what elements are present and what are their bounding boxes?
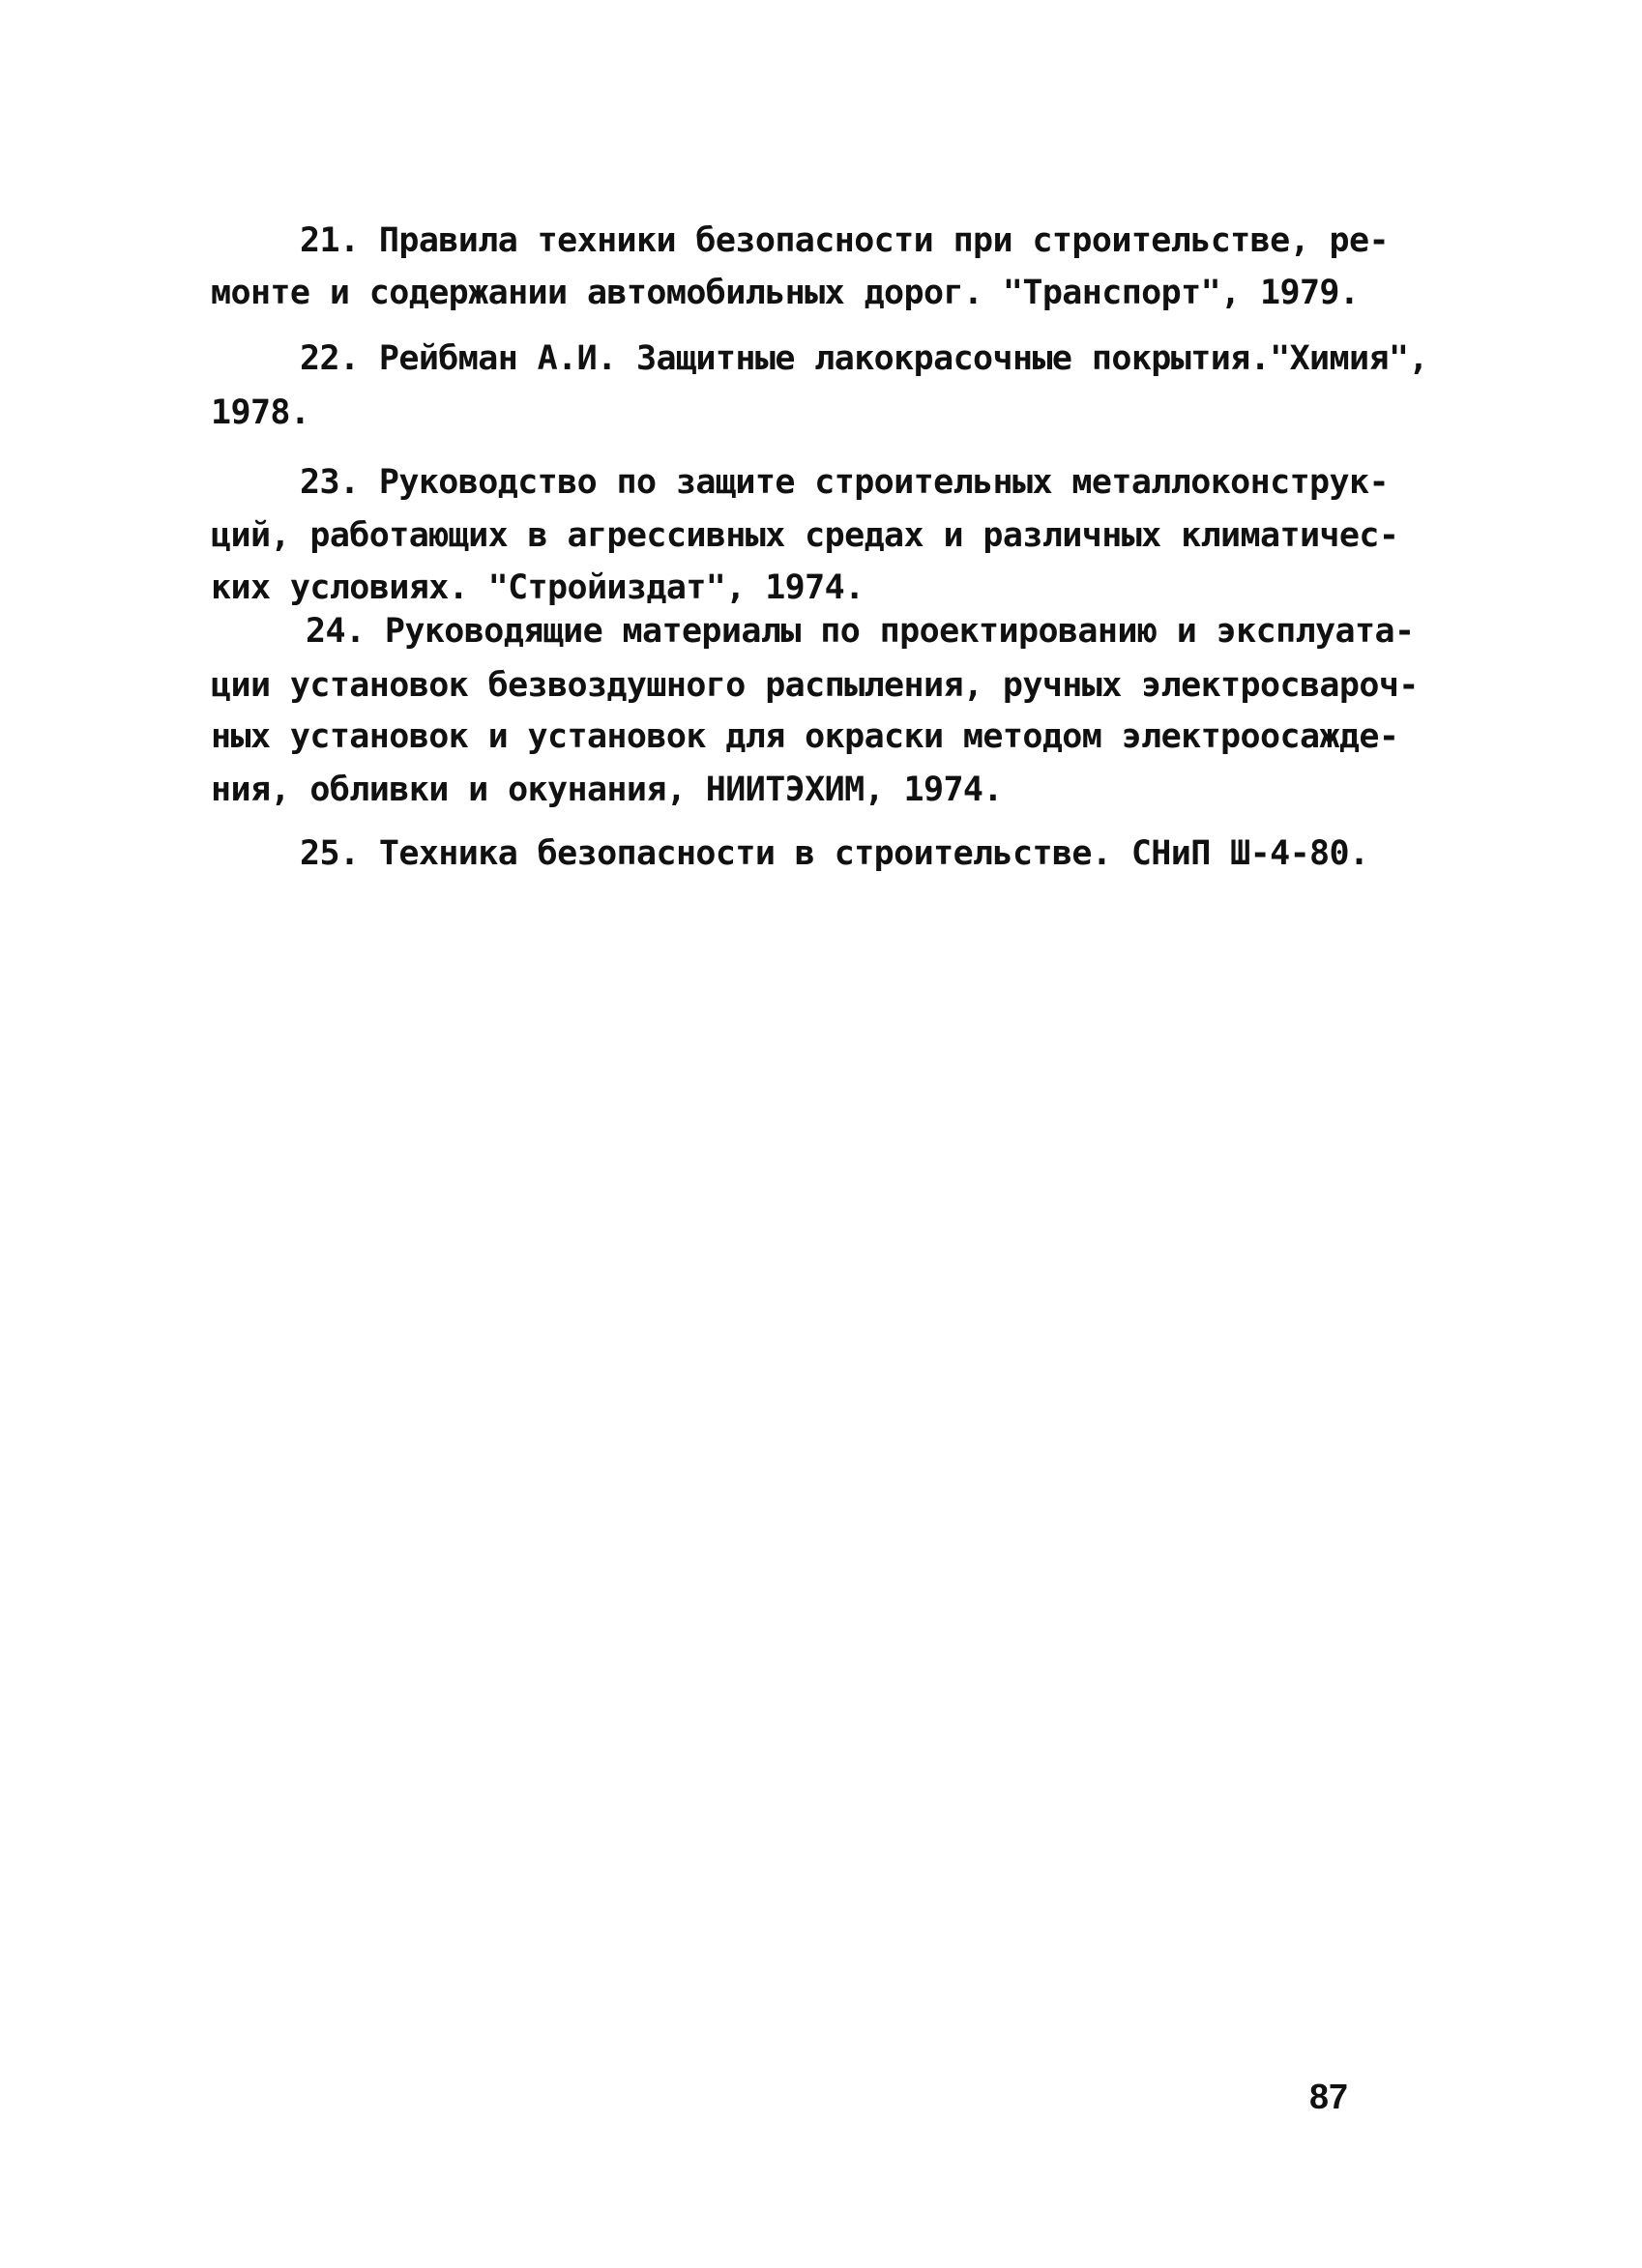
reference-line: 24. Руководящие материалы по проектированию и эксплуата- <box>306 612 1415 651</box>
reference-line: ции установок безвоздушного распыления, ручных электросвароч- <box>211 666 1419 705</box>
reference-line: 25. Техника безопасности в строительстве. СНиП Ш-4-80. <box>300 834 1369 873</box>
reference-line: 23. Руководство по защите строительных металлоконструк- <box>300 463 1389 502</box>
reference-line: 22. Рейбман А.И. Защитные лакокрасочные покрытия."Химия", <box>300 339 1428 378</box>
reference-line: монте и содержании автомобильных дорог. "Транспорт", 1979. <box>211 274 1360 312</box>
reference-line: ких условиях. "Стройиздат", 1974. <box>211 568 865 607</box>
reference-line: 1978. <box>211 393 310 432</box>
reference-line: ния, обливки и окунания, НИИТЭХИМ, 1974. <box>211 771 1003 809</box>
reference-line: ных установок и установок для окраски методом электроосажде- <box>211 717 1399 756</box>
reference-line: 21. Правила техники безопасности при строительстве, ре- <box>300 221 1389 260</box>
reference-line: ций, работающих в агрессивных средах и различных климатичес- <box>211 516 1399 555</box>
page-number: 87 <box>1309 2077 1349 2116</box>
